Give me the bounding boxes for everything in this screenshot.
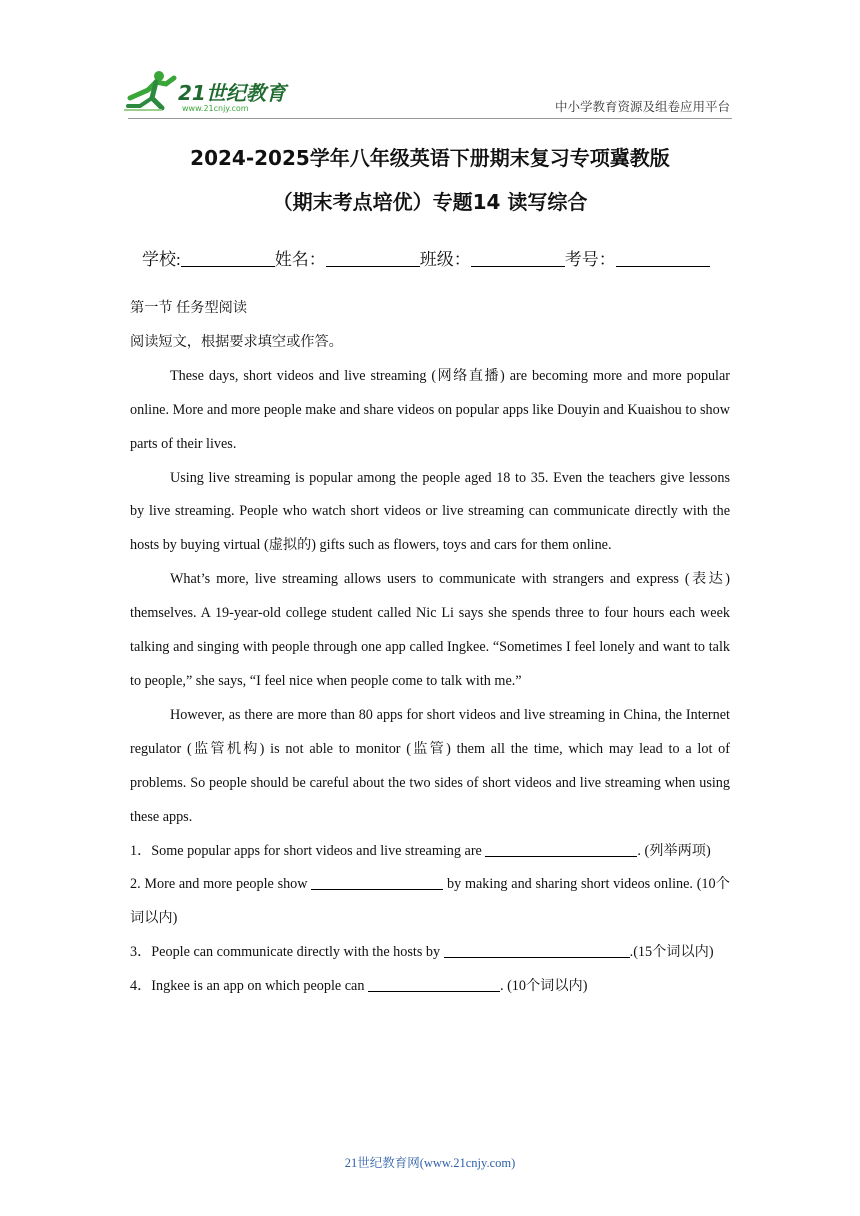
site-logo	[122, 68, 292, 114]
class-label: 班级：	[419, 250, 471, 269]
student-info-fields	[142, 245, 710, 270]
page-title: 2024-2025学年八年级英语下册期末复习专项冀教版	[190, 146, 670, 170]
class-blank[interactable]	[471, 250, 565, 267]
question-3	[130, 936, 730, 970]
question-hint: . (10个词以内)	[499, 978, 588, 995]
passage-paragraph: These days, short videos and live streaming (网络直播) are becoming more and more popular online. More and more people make and share videos on popular apps like Douyin and Kuaishou to show parts of their lives.	[130, 367, 730, 452]
reading-section	[130, 292, 730, 1004]
page-subtitle: （期末考点培优）专题14 读写综合	[272, 190, 588, 214]
name-blank[interactable]	[326, 250, 420, 267]
school-blank[interactable]	[181, 250, 275, 267]
section-instruction: 阅读短文，根据要求填空或作答。	[130, 333, 343, 350]
passage-paragraph: However, as there are more than 80 apps for short videos and live streaming in China, the Internet regulator (监管机构) is not able to monitor (监管) them all the time, which may lead to a lot of problems. So people should be careful about the two sides of short videos and live streaming when using these apps.	[130, 706, 730, 825]
number-blank[interactable]	[616, 250, 710, 267]
question-hint: .(15个词以内)	[629, 944, 714, 961]
question-text: 4．Ingkee is an app on which people can	[130, 978, 368, 995]
footer-link[interactable]: 21世纪教育网(www.21cnjy.com)	[344, 1156, 516, 1170]
number-label: 考号：	[564, 250, 616, 269]
question-text: 3．People can communicate directly with the hosts by	[130, 944, 444, 961]
answer-blank[interactable]	[444, 943, 630, 958]
name-label: 姓名：	[274, 250, 326, 269]
passage-paragraph: What’s more, live streaming allows users to communicate with strangers and express (表达) themselves. A 19-year-old college student called Nic Li says she spends three to four hours each week talking and singing with people through one app called Ingkee. “Sometimes I feel lonely and want to talk to people,” she says, “I feel nice when people come to talk with me.”	[130, 571, 730, 689]
school-label: 学校:	[142, 250, 181, 269]
question-1	[130, 835, 730, 869]
passage-paragraph: Using live streaming is popular among the people aged 18 to 35. Even the teachers give lessons by live streaming. People who watch short videos or live streaming can communicate directly with the hosts by buying virtual (虚拟的) gifts such as flowers, toys and cars for them online.	[130, 469, 730, 554]
question-text: 2. More and more people show	[130, 876, 312, 893]
question-hint: . (列举两项)	[637, 842, 711, 859]
header-divider	[128, 118, 732, 119]
platform-label: 中小学教育资源及组卷应用平台	[554, 100, 730, 114]
answer-blank[interactable]	[368, 977, 500, 992]
logo-text: 21世纪教育	[178, 81, 286, 105]
answer-blank[interactable]	[311, 875, 443, 890]
runner-icon	[124, 71, 174, 110]
question-2	[130, 868, 730, 936]
logo-url: www.21cnjy.com	[182, 104, 249, 113]
answer-blank[interactable]	[485, 842, 637, 857]
question-hint: by making and sharing short videos online. (10个词以内)	[130, 876, 730, 927]
section-heading: 第一节 任务型阅读	[130, 300, 248, 316]
question-4	[130, 970, 730, 1004]
question-text: 1．Some popular apps for short videos and live streaming are	[130, 842, 486, 859]
